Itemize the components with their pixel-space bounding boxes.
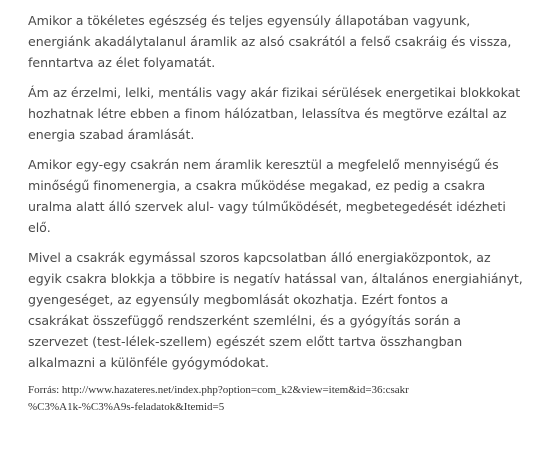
source-citation: Forrás: http://www.hazateres.net/index.php?option=com_k2&view=item&id=36:csakr %C3%A1k-%C3%A9s-feladatok&Itemid=5 [28, 384, 409, 413]
paragraph-2: Ám az érzelmi, lelki, mentális vagy akár fizikai sérülések energetikai blokkokat hozhatnak létre ebben a finom hálózatban, lelassítva és megtörve ezáltal az energia szabad áramlását. [28, 85, 521, 142]
article [28, 10, 544, 416]
paragraph-3: Amikor egy-egy csakrán nem áramlik keresztül a megfelelő mennyiségű és minőségű finomenergia, a csakra működése megakad, ez pedig a csakra uralma alatt álló szervek alul- vagy túlműködését, megbetegedését idézheti elő. [28, 157, 506, 235]
paragraph-1: Amikor a tökéletes egészség és teljes egyensúly állapotában vagyunk, energiánk akadálytalanul áramlik az alsó csakrától a felső csakráig és vissza, fenntartva az élet folyamatát. [28, 13, 512, 70]
paragraph-4: Mivel a csakrák egymással szoros kapcsolatban álló energiaközpontok, az egyik csakra blokkja a többire is negatív hatással van, általános energiahiányt, gyengeséget, az egyensúly megbomlását okozhatja. Ezért fontos a csakrákat összefüggő rendszerként szemlélni, és a gyógyítás során a szervezet (test-lélek-szellem) egészét szem előtt tartva összhangban alkalmazni a különféle gyógymódokat. [28, 250, 523, 370]
